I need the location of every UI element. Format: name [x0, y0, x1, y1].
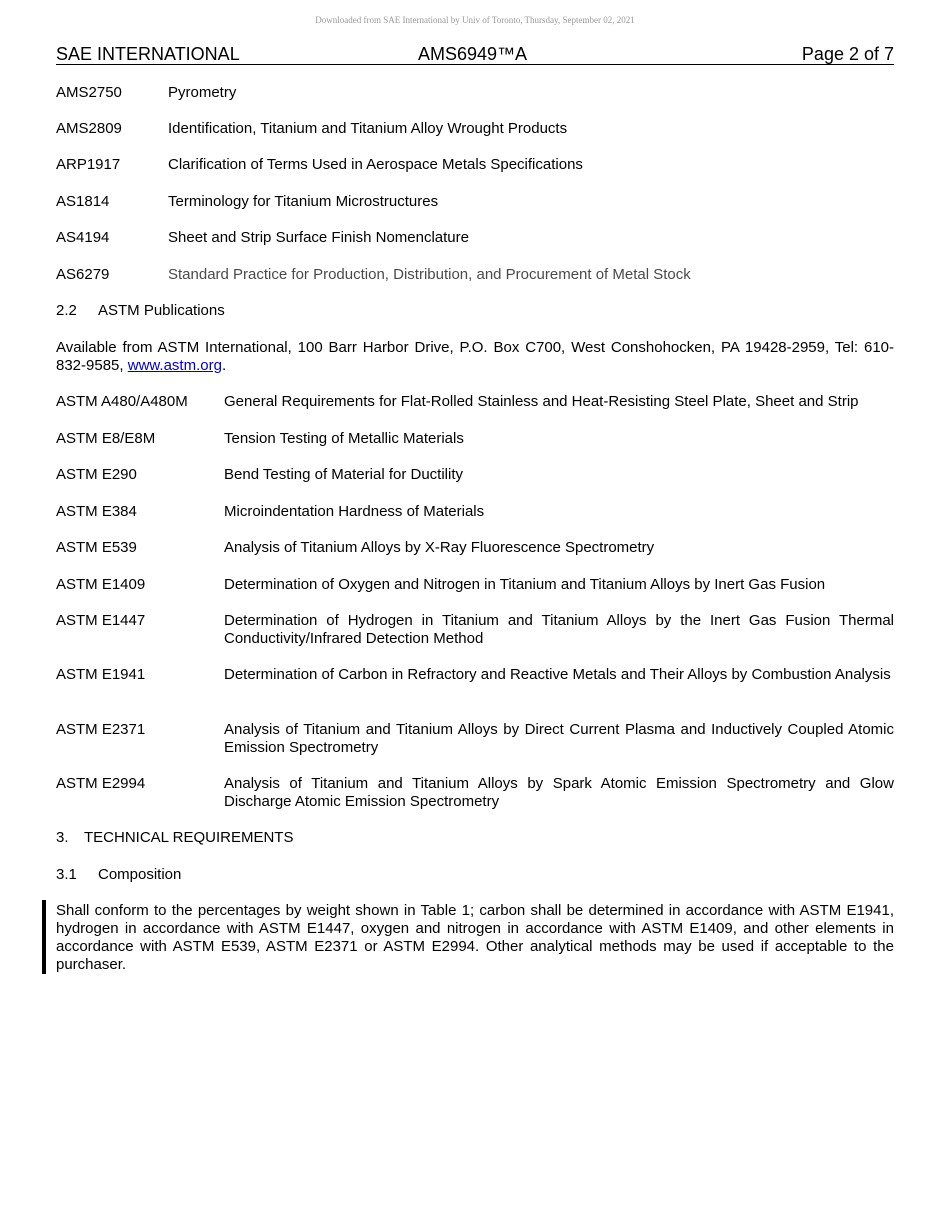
page-header — [56, 44, 894, 65]
reference-row — [56, 193, 894, 211]
reference-row — [56, 120, 894, 138]
composition-paragraph: Shall conform to the percentages by weight shown in Table 1; carbon shall be determined in accordance with ASTM E1941, hydrogen in accordance with ASTM E1447, oxygen and nitrogen in accordance with ASTM E1409, and other elements in accordance with ASTM E539, ASTM E2371 or ASTM E2994. Other analytical methods may be used if acceptable to the purchaser. — [56, 902, 894, 973]
reference-code: ASTM E2994 — [56, 775, 146, 792]
reference-row — [56, 229, 894, 247]
section-number: 3. — [56, 829, 69, 846]
reference-row — [56, 576, 894, 594]
revision-change-bar — [42, 900, 46, 974]
reference-row — [56, 503, 894, 521]
reference-row — [56, 666, 894, 684]
reference-row — [56, 393, 894, 411]
section-heading-3 — [56, 829, 293, 847]
reference-row — [56, 721, 894, 757]
section-heading-2-2 — [56, 302, 225, 320]
reference-row — [56, 775, 894, 811]
reference-title: Microindentation Hardness of Materials — [224, 503, 485, 520]
reference-title: Tension Testing of Metallic Materials — [224, 430, 464, 447]
header-organization: SAE INTERNATIONAL — [56, 44, 240, 64]
reference-code: AS4194 — [56, 229, 110, 246]
reference-title: Clarification of Terms Used in Aerospace Metals Specifications — [168, 156, 583, 173]
reference-row — [56, 539, 894, 557]
reference-code: AMS2750 — [56, 84, 122, 101]
reference-title: Analysis of Titanium Alloys by X-Ray Fluorescence Spectrometry — [224, 539, 655, 556]
reference-code: ARP1917 — [56, 156, 121, 173]
reference-code: ASTM E8/E8M — [56, 430, 156, 447]
section-title: Composition — [98, 866, 182, 883]
reference-row — [56, 430, 894, 448]
section-number: 2.2 — [56, 302, 77, 319]
reference-code: AS6279 — [56, 266, 110, 283]
reference-title: Determination of Carbon in Refractory and Reactive Metals and Their Alloys by Combustion Analysis — [224, 666, 891, 683]
reference-title: Identification, Titanium and Titanium Alloy Wrought Products — [168, 120, 568, 137]
availability-text: Available from ASTM International, 100 Barr Harbor Drive, P.O. Box C700, West Conshohocken, PA 19428-2959, Tel: 610-832-9585, — [56, 339, 894, 374]
download-watermark: Downloaded from SAE International by Univ of Toronto, Thursday, September 02, 2021 — [315, 15, 635, 25]
reference-title: Sheet and Strip Surface Finish Nomenclature — [168, 229, 469, 246]
reference-title: Pyrometry — [168, 84, 237, 101]
reference-title: Determination of Hydrogen in Titanium and Titanium Alloys by the Inert Gas Fusion Thermal Conductivity/Infrared Detection Method — [224, 612, 894, 647]
header-document-number: AMS6949™A — [418, 44, 528, 64]
reference-row — [56, 156, 894, 174]
reference-row — [56, 84, 894, 102]
astm-website-link[interactable]: www.astm.org — [127, 357, 222, 374]
header-page-number: Page 2 of 7 — [801, 44, 894, 64]
reference-code: ASTM E290 — [56, 466, 137, 483]
reference-title: Standard Practice for Production, Distribution, and Procurement of Metal Stock — [168, 266, 691, 283]
reference-code: ASTM A480/A480M — [56, 393, 188, 410]
reference-row — [56, 266, 894, 284]
availability-trail: . — [221, 357, 227, 374]
section-title: ASTM Publications — [98, 302, 225, 319]
section-heading-3-1 — [56, 866, 181, 884]
reference-title: Analysis of Titanium and Titanium Alloys by Spark Atomic Emission Spectrometry and Glow Discharge Atomic Emission Spectrometry — [224, 775, 894, 810]
reference-title: Bend Testing of Material for Ductility — [224, 466, 463, 483]
reference-title: Terminology for Titanium Microstructures — [168, 193, 439, 210]
reference-title: General Requirements for Flat-Rolled Stainless and Heat-Resisting Steel Plate, Sheet and Strip — [224, 393, 859, 410]
section-title: TECHNICAL REQUIREMENTS — [84, 829, 294, 846]
astm-availability-paragraph — [56, 339, 894, 375]
reference-row — [56, 466, 894, 484]
reference-code: ASTM E539 — [56, 539, 137, 556]
reference-row — [56, 612, 894, 648]
reference-code: ASTM E1447 — [56, 612, 146, 629]
reference-code: AMS2809 — [56, 120, 122, 137]
reference-code: ASTM E2371 — [56, 721, 146, 738]
reference-code: ASTM E1941 — [56, 666, 146, 683]
reference-code: ASTM E1409 — [56, 576, 146, 593]
section-number: 3.1 — [56, 866, 77, 883]
reference-title: Analysis of Titanium and Titanium Alloys by Direct Current Plasma and Inductively Coupled Atomic Emission Spectrometry — [224, 721, 894, 756]
reference-title: Determination of Oxygen and Nitrogen in Titanium and Titanium Alloys by Inert Gas Fusion — [224, 576, 826, 593]
reference-code: AS1814 — [56, 193, 110, 210]
reference-code: ASTM E384 — [56, 503, 137, 520]
